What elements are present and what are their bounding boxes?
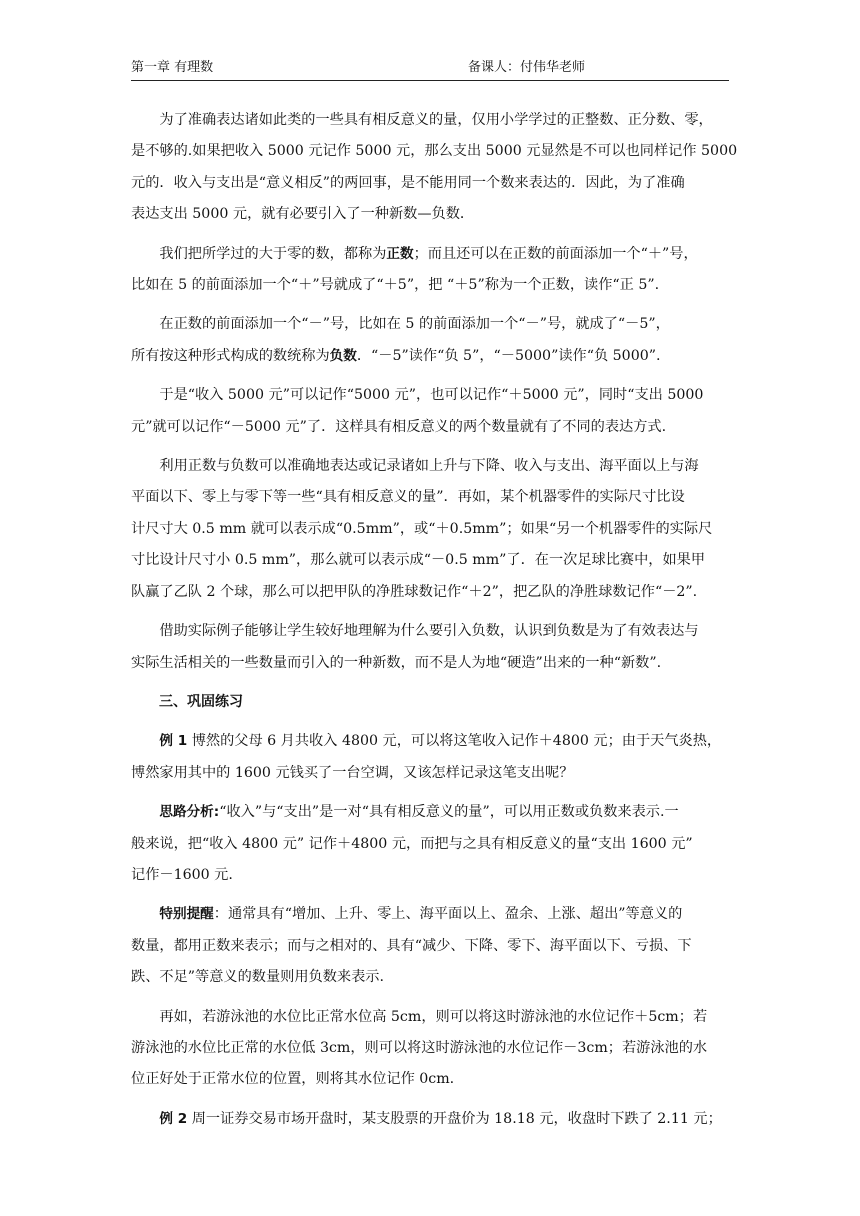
text-line	[131, 341, 729, 372]
tip-label: 特别提醒	[159, 906, 214, 923]
text-line: 元的．收入与支出是“意义相反”的两回事，是不能用同一个数来表达的．因此，为了准确	[131, 174, 685, 191]
example-label: 例 1	[159, 733, 188, 750]
text-line	[159, 246, 697, 262]
text-line: 寸比设计尺寸小 0.5 mm”，那么就可以表示成“－0.5 mm”了．在一次足球比赛中，如果甲	[131, 552, 706, 569]
text-line: 实际生活相关的一些数量而引入的一种新数，而不是人为地“硬造”出来的一种“新数”.	[131, 654, 662, 671]
text-line: 表达支出 5000 元，就有必要引入了一种新数—负数．	[131, 206, 475, 223]
text-line: 利用正数与负数可以准确地表达或记录诸如上升与下降、收入与支出、海平面以上与海	[159, 458, 699, 475]
section-heading-practice: 三、巩固练习	[159, 693, 243, 710]
text-line: 元”就可以记作“－5000 元”了．这样具有相反意义的两个数量就有了不同的表达方式.	[131, 418, 667, 435]
text-line: 在正数的前面添加一个“－”号，比如在 5 的前面添加一个“－”号，就成了“－5”，	[159, 316, 670, 333]
text-line: 位正好处于正常水位的位置，则将其水位记作 0cm.	[131, 1071, 455, 1088]
preparer-label: 备课人：付伟华老师	[468, 60, 586, 75]
text-segment: 我们把所学过的大于零的数，都称为	[159, 245, 387, 262]
page-body	[131, 105, 738, 1143]
text-line: 队赢了乙队 2 个球，那么可以把甲队的净胜球数记作“＋2”，把乙队的净胜球数记作“－2”.	[131, 583, 698, 600]
text-segment: “收入”与“支出”是一对“具有相反意义的量”，可以用正数或负数来表示.一	[219, 804, 679, 821]
text-line: 比如在 5 的前面添加一个“＋”号就成了“＋5”，把 “＋5”称为一个正数，读作“正 5”.	[131, 277, 660, 294]
text-line	[159, 1111, 721, 1127]
text-line: 于是“收入 5000 元”可以记作“5000 元”，也可以记作“＋5000 元”，同时“支出 5000	[159, 387, 704, 404]
text-line: 博然家用其中的 1600 元钱买了一台空调，又该怎样记录这笔支出呢？	[131, 764, 574, 781]
text-segment: 所有按这种形式构成的数统称为	[131, 347, 330, 364]
analysis-paragraph	[131, 797, 729, 891]
term-negative-number: 负数	[329, 347, 357, 364]
text-line: 数量，都用正数来表示；而与之相对的、具有“减少、下降、零下、海平面以下、亏损、下	[131, 937, 692, 954]
paragraph-negative-definition	[131, 309, 729, 372]
text-line	[159, 804, 678, 820]
text-line: 是不够的.如果把收入 5000 元记作 5000 元，那么支出 5000 元显然是不可以也同样记作 5000	[131, 143, 738, 160]
text-segment: 博然的父母 6 月共收入 4800 元，可以将这笔收入记作＋4800 元；由于天气炎热，	[187, 733, 722, 750]
text-segment: ；而且还可以在正数的前面添加一个“＋”号，	[413, 245, 698, 262]
text-line	[159, 733, 721, 749]
paragraph-income-expense	[131, 380, 729, 443]
text-line: 借助实际例子能够让学生较好地理解为什么要引入负数，认识到负数是为了有效表达与	[159, 623, 699, 640]
example-1	[131, 726, 729, 789]
text-line	[159, 906, 682, 922]
text-line: 游泳池的水位比正常的水位低 3cm，则可以将这时游泳池的水位记作－3cm；若游泳池的水	[131, 1039, 708, 1056]
text-line: 平面以下、零上与零下等一些“具有相反意义的量”．再如，某个机器零件的实际尺寸比设	[131, 489, 685, 506]
paragraph-teaching-note	[131, 616, 729, 679]
paragraph-opposite-quantities	[131, 451, 729, 608]
text-line: 记作－1600 元.	[131, 866, 233, 883]
text-line: 跌、不足”等意义的数量则用负数来表示.	[131, 969, 384, 986]
analysis-label: 思路分析:	[159, 804, 220, 821]
text-line: 再如，若游泳池的水位比正常水位高 5cm，则可以将这时游泳池的水位记作＋5cm；若	[159, 1008, 708, 1025]
chapter-title: 第一章 有理数	[131, 60, 214, 75]
paragraph-pool-example	[131, 1002, 729, 1096]
text-line: 为了准确表达诸如此类的一些具有相反意义的量，仅用小学学过的正整数、正分数、零，	[159, 112, 713, 128]
text-segment: ．“－5”读作“负 5”，“－5000”读作“负 5000”.	[356, 347, 661, 364]
text-segment: ：通常具有“增加、上升、零上、海平面以上、盈余、上涨、超出”等意义的	[213, 906, 683, 923]
text-segment: 周一证券交易市场开盘时，某支股票的开盘价为 18.18 元，收盘时下跌了 2.11 元；	[187, 1110, 722, 1127]
tip-paragraph	[131, 899, 729, 993]
term-positive-number: 正数	[386, 245, 414, 262]
paragraph-negative-number-intro	[131, 105, 738, 231]
page-header	[131, 58, 729, 81]
example-2	[131, 1104, 729, 1135]
example-label: 例 2	[159, 1110, 188, 1127]
text-line: 般来说，把“收入 4800 元” 记作＋4800 元，而把与之具有相反意义的量“支出 1600 元”	[131, 835, 693, 852]
text-line: 计尺寸大 0.5 mm 就可以表示成“0.5mm”，或“＋0.5mm”；如果“另一个机器零件的实际尺	[131, 520, 713, 537]
paragraph-positive-definition	[131, 239, 729, 302]
